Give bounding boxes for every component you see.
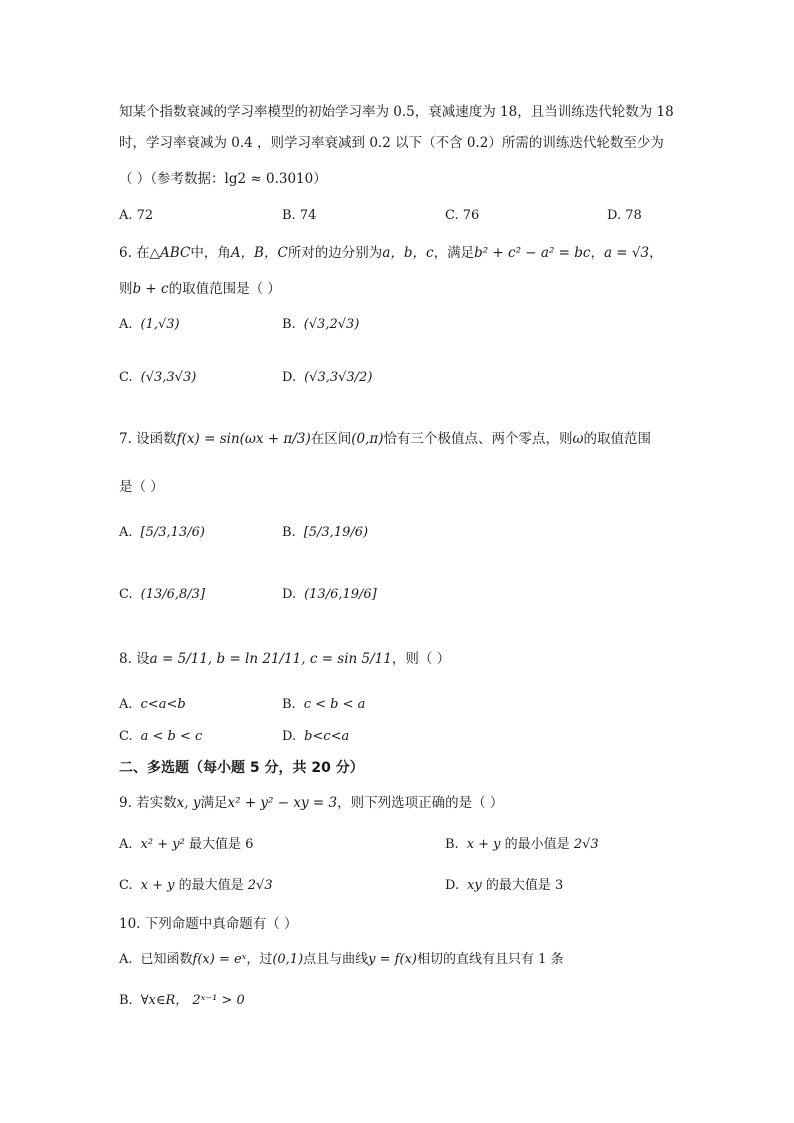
q10-option-a-text4: 相切的直线有且只有 1 条 <box>416 952 564 967</box>
q7-stem-line2: 是（ ） <box>119 479 164 495</box>
q6-expr: b + c <box>132 281 169 297</box>
q6-option-c-value: (√3,3√3) <box>140 370 197 385</box>
q9-option-c-label: C. <box>119 878 133 893</box>
q7-interval: (0,π) <box>351 431 384 447</box>
q9-suffix: ，则下列选项正确的是（ ） <box>337 795 504 811</box>
q7-option-d-value: (13/6,19/6] <box>304 587 377 602</box>
q6-text-f: ， <box>649 245 663 261</box>
q9-option-d-label: D. <box>445 878 460 893</box>
q7-option-c <box>119 586 205 604</box>
q6-line2-a: 则 <box>119 281 133 297</box>
q9-option-a-text: 最大值是 6 <box>188 837 254 852</box>
q8-stem <box>119 650 450 668</box>
q10-option-b-expr: ∀x∈R， 2ˣ⁻¹ > 0 <box>140 993 245 1008</box>
q6-text-b: 中，角 <box>190 245 231 261</box>
q6-option-a-value: (1,√3) <box>140 317 180 332</box>
q8-option-c <box>119 728 202 746</box>
q5-line3: （ ）（参考数据：lg2 ≈ 0.3010） <box>119 171 327 187</box>
q8-option-a-value: c<a<b <box>140 697 186 712</box>
q7-text-b: 在区间 <box>310 431 352 447</box>
q6-stem-line2 <box>119 280 281 298</box>
q7-option-a-value: [5/3,13/6) <box>140 525 205 540</box>
q10-option-a-curve: y = f(x) <box>368 952 417 967</box>
q6-text-a: 6. 在 <box>119 245 150 261</box>
q6-stem-line1 <box>119 244 663 262</box>
q6-triangle: △ABC <box>149 245 191 261</box>
q10-option-a-text1: 已知函数 <box>140 952 193 967</box>
q8-option-d-value: b<c<a <box>304 729 350 744</box>
q9-option-d-text: 的最大值是 3 <box>485 878 564 893</box>
q6-text-d: ，满足 <box>433 245 475 261</box>
q6-option-b-label: B. <box>282 317 296 332</box>
q10-stem: 10. 下列命题中真命题有（ ） <box>119 916 298 932</box>
q6-text-c: 所对的边分别为 <box>287 245 383 261</box>
q10-option-b-label: B. <box>119 993 133 1008</box>
q8-option-b-value: c < b < a <box>303 697 366 712</box>
q6-option-b-value: (√3,2√3) <box>303 317 360 332</box>
q8-option-c-value: a < b < c <box>140 729 203 744</box>
q5-option-b: B. 74 <box>282 208 317 223</box>
q9-mid: 满足 <box>200 795 228 811</box>
q6-sides: a，b，c <box>382 245 434 261</box>
q5-option-d: D. 78 <box>607 208 642 223</box>
q6-option-a-label: A. <box>119 317 133 332</box>
q10-option-a-text2: ，过 <box>246 952 273 967</box>
q6-option-c-label: C. <box>119 370 133 385</box>
q5-line2: 时，学习率衰减为 0.4 ，则学习率衰减到 0.2 以下（不含 0.2）所需的训练迭代轮数至少为 <box>119 135 664 151</box>
q6-option-d <box>282 369 372 387</box>
q6-option-b <box>282 316 359 334</box>
q7-omega: ω <box>572 431 584 447</box>
q9-option-b <box>445 836 599 854</box>
q5-line1: 知某个指数衰减的学习率模型的初始学习率为 0.5，衰减速度为 18，且当训练迭代轮数为 18 <box>119 104 674 120</box>
q6-option-c <box>119 369 196 387</box>
section-heading-multiple-choice: 二、多选题（每小题 5 分，共 20 分） <box>119 760 364 776</box>
q9-prefix: 9. 若实数 <box>119 795 177 811</box>
q9-option-b-label: B. <box>445 837 459 852</box>
q9-option-b-value: 2√3 <box>573 837 599 852</box>
q9-option-d <box>445 877 563 895</box>
q8-prefix: 8. 设 <box>119 651 150 667</box>
q10-option-a-point: (0,1) <box>272 952 304 967</box>
q5-option-a: A. 72 <box>119 208 154 223</box>
q8-option-a <box>119 696 186 714</box>
q10-option-a-function: f(x) = eˣ <box>192 952 247 967</box>
q6-option-a <box>119 316 180 334</box>
q6-angles: A，B，C <box>230 245 288 261</box>
q9-stem <box>119 794 503 812</box>
q6-line2-b: 的取值范围是（ ） <box>168 281 281 297</box>
q9-option-a-expr: x² + y² <box>140 837 185 852</box>
q9-vars: x, y <box>176 795 201 811</box>
q8-option-d <box>282 728 349 746</box>
q8-suffix: ，则（ ） <box>391 651 451 667</box>
q8-option-a-label: A. <box>119 697 133 712</box>
q9-option-b-expr: x + y <box>466 837 501 852</box>
q5-option-c: C. 76 <box>445 208 480 223</box>
q8-option-d-label: D. <box>282 729 297 744</box>
q7-option-a <box>119 524 205 542</box>
q7-text-c: 恰有三个极值点、两个零点，则 <box>383 431 573 447</box>
q9-option-c-value: 2√3 <box>247 878 273 893</box>
q9-option-b-text: 的最小值是 <box>504 837 570 852</box>
q10-option-a-text3: 点且与曲线 <box>303 952 369 967</box>
q9-option-a <box>119 836 253 854</box>
q7-function: f(x) = sin(ωx + π/3) <box>176 431 311 447</box>
q9-equation: x² + y² − xy = 3 <box>227 795 338 811</box>
q7-stem-line1 <box>119 430 651 448</box>
q7-option-b-value: [5/3,19/6) <box>303 525 369 540</box>
q7-option-d-label: D. <box>282 587 297 602</box>
q9-option-a-label: A. <box>119 837 133 852</box>
q7-option-d <box>282 586 377 604</box>
q7-option-b <box>282 524 368 542</box>
q6-text-e: ， <box>590 245 604 261</box>
q8-expression: a = 5/11, b = ln 21/11, c = sin 5/11 <box>149 651 392 667</box>
q10-option-b <box>119 992 245 1010</box>
q7-text-a: 7. 设函数 <box>119 431 177 447</box>
q7-option-c-value: (13/6,8/3] <box>140 587 206 602</box>
q8-option-c-label: C. <box>119 729 133 744</box>
q8-option-b-label: B. <box>282 697 296 712</box>
q6-equation: b² + c² − a² = bc <box>474 245 591 261</box>
q10-option-a <box>119 951 564 969</box>
q7-option-b-label: B. <box>282 525 296 540</box>
q7-option-c-label: C. <box>119 587 133 602</box>
q6-option-d-label: D. <box>282 370 297 385</box>
q8-option-b <box>282 696 365 714</box>
q9-option-c <box>119 877 273 895</box>
q7-option-a-label: A. <box>119 525 133 540</box>
q9-option-c-text: 的最大值是 <box>178 878 244 893</box>
q9-option-d-expr: xy <box>467 878 482 893</box>
q6-option-d-value: (√3,3√3/2) <box>304 370 373 385</box>
q9-option-c-expr: x + y <box>140 878 175 893</box>
q7-text-d: 的取值范围 <box>583 431 652 447</box>
q6-a-value: a = √3 <box>603 245 650 261</box>
q10-option-a-label: A. <box>119 952 133 967</box>
